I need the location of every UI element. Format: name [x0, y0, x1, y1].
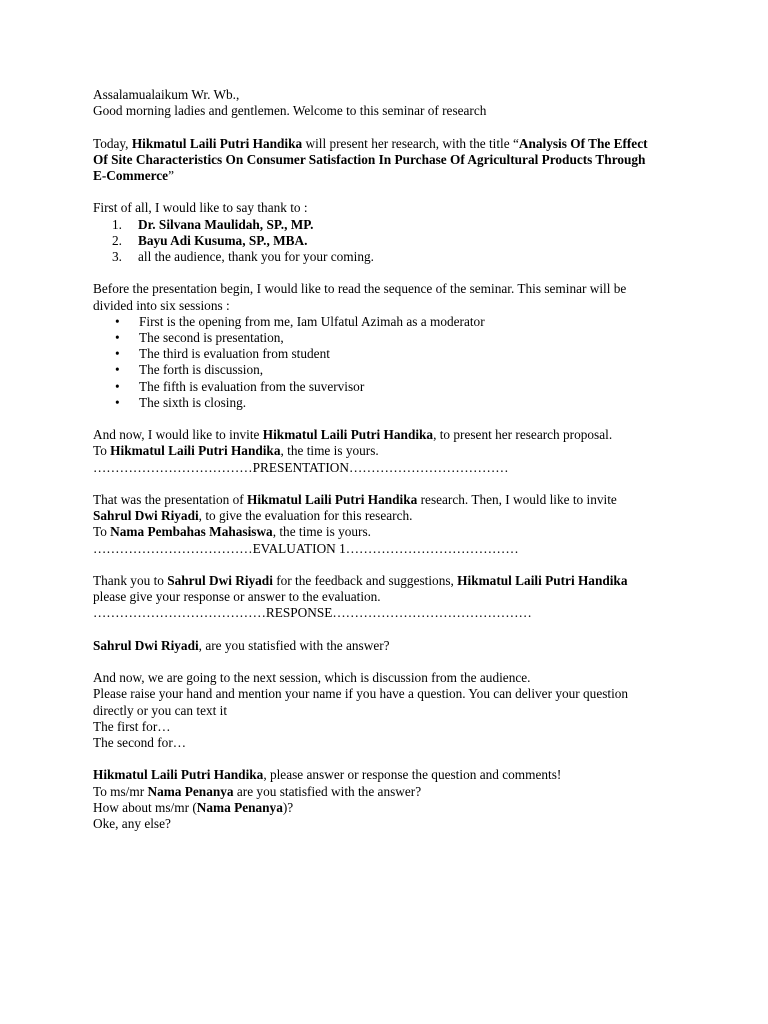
document-page	[93, 87, 693, 832]
thanks-item-number: 2.	[112, 232, 122, 248]
student-reviewer-name: Nama Pembahas Mahasiswa	[110, 524, 273, 540]
questioner-name: Nama Penanya	[147, 783, 234, 799]
greeting-line-1: Assalamualaikum Wr. Wb.,	[93, 87, 240, 102]
evaluation-line-2	[93, 508, 693, 524]
evaluator-name: Sahrul Dwi Riyadi	[93, 637, 199, 653]
intro-line-2	[93, 152, 693, 168]
evaluation-divider: ………………………………EVALUATION 1…………………………………	[93, 540, 519, 556]
presentation-divider: ………………………………PRESENTATION………………………………	[93, 459, 509, 475]
thanks-item-number: 3.	[112, 249, 122, 264]
evaluation-to-suffix: , the time is yours.	[272, 524, 371, 540]
discussion-line-2: Please raise your hand and mention your name if you have a question. You can deliver your question	[93, 686, 629, 702]
research-title-part-3: E-Commerce	[93, 168, 169, 183]
presenter-name: Hikmatul Laili Putri Handika	[110, 443, 281, 459]
closing-line-2	[93, 784, 693, 800]
satisfied-line	[93, 638, 693, 654]
presenter-name: Hikmatul Laili Putri Handika	[93, 767, 264, 783]
session-item	[93, 395, 693, 411]
thanks-item	[93, 249, 693, 265]
response-middle: for the feedback and suggestions,	[272, 573, 458, 588]
greeting-line-2: Good morning ladies and gentlemen. Welcome to this seminar of research	[93, 103, 487, 119]
closing-suffix: , please answer or response the question and comments!	[263, 767, 562, 783]
response-line-1	[93, 573, 693, 589]
sequence-line-1: Before the presentation begin, I would like to read the sequence of the seminar. This seminar will be	[93, 281, 627, 297]
bullet-icon: •	[115, 330, 120, 345]
thanks-heading: First of all, I would like to say thank to :	[93, 200, 308, 216]
evaluation-line-1	[93, 492, 693, 508]
response-divider: …………………………………RESPONSE………………………………………	[93, 605, 532, 621]
invite-line-2	[93, 443, 693, 459]
closing-q2-suffix: )?	[282, 799, 294, 815]
evaluator-name: Sahrul Dwi Riyadi	[167, 573, 273, 588]
response-line-2: please give your response or answer to the evaluation.	[93, 589, 381, 605]
closing-q2-prefix: How about ms/mr (	[93, 799, 197, 815]
session-item	[93, 346, 693, 362]
evaluation-line-3	[93, 524, 693, 540]
intro-prefix: Today,	[93, 135, 132, 151]
invite-suffix: , to present her research proposal.	[433, 427, 613, 443]
intro-suffix: ”	[168, 168, 174, 183]
invite-line-1	[93, 427, 693, 443]
session-item	[93, 379, 693, 395]
session-text: The second is presentation,	[139, 330, 284, 345]
session-item	[93, 362, 693, 378]
research-title-part-1: Analysis Of The Effect	[518, 135, 648, 151]
thanks-item-text: all the audience, thank you for your coming.	[138, 249, 374, 264]
evaluation-to-prefix: To	[93, 524, 111, 540]
intro-middle: will present her research, with the title “	[302, 135, 519, 151]
evaluator-name: Sahrul Dwi Riyadi	[93, 508, 199, 524]
presenter-name: Hikmatul Laili Putri Handika	[262, 427, 434, 443]
discussion-line-4: The first for…	[93, 718, 171, 734]
session-text: The sixth is closing.	[139, 394, 247, 410]
bullet-icon: •	[115, 394, 120, 410]
bullet-icon: •	[115, 378, 120, 394]
session-text: The forth is discussion,	[139, 362, 264, 378]
response-prefix: Thank you to	[93, 573, 168, 588]
presenter-name: Hikmatul Laili Putri Handika	[131, 135, 303, 151]
closing-q1-prefix: To ms/mr	[93, 783, 148, 799]
session-item	[93, 330, 693, 346]
questioner-name: Nama Penanya	[196, 799, 283, 815]
closing-q1-suffix: are you statisfied with the answer?	[233, 783, 422, 799]
invite-to-prefix: To	[93, 443, 111, 459]
thanks-list	[93, 217, 693, 266]
discussion-line-3: directly or you can text it	[93, 702, 228, 718]
evaluation-suffix: , to give the evaluation for this research.	[198, 508, 413, 524]
evaluation-prefix: That was the presentation of	[93, 492, 247, 507]
session-text: The third is evaluation from student	[139, 346, 330, 362]
research-title-part-2: Of Site Characteristics On Consumer Satisfaction In Purchase Of Agricultural Products Through	[93, 151, 646, 167]
discussion-line-1: And now, we are going to the next session, which is discussion from the audience.	[93, 670, 531, 686]
invite-prefix: And now, I would like to invite	[93, 427, 263, 443]
evaluation-middle: research. Then, I would like to invite	[417, 492, 617, 507]
thanks-item-number: 1.	[112, 216, 122, 232]
thanks-item-text: Bayu Adi Kusuma, SP., MBA.	[138, 232, 308, 248]
bullet-icon: •	[115, 362, 120, 378]
intro-line-3	[93, 168, 693, 184]
discussion-line-5: The second for…	[93, 735, 187, 750]
satisfied-suffix: , are you statisfied with the answer?	[198, 637, 390, 653]
session-text: The fifth is evaluation from the suvervisor	[139, 378, 365, 394]
thanks-item-text: Dr. Silvana Maulidah, SP., MP.	[138, 216, 314, 232]
thanks-item	[93, 217, 693, 233]
closing-line-4: Oke, any else?	[93, 816, 171, 831]
presenter-name: Hikmatul Laili Putri Handika	[457, 573, 628, 588]
sequence-line-2: divided into six sessions :	[93, 297, 230, 313]
session-item	[93, 314, 693, 330]
invite-to-suffix: , the time is yours.	[280, 443, 379, 459]
sessions-list	[93, 314, 693, 411]
bullet-icon: •	[115, 313, 120, 329]
presenter-name: Hikmatul Laili Putri Handika	[246, 492, 418, 507]
closing-line-1	[93, 767, 693, 783]
closing-line-3	[93, 800, 693, 816]
thanks-item	[93, 233, 693, 249]
session-text: First is the opening from me, Iam Ulfatul Azimah as a moderator	[139, 313, 485, 329]
intro-line-1	[93, 136, 693, 152]
bullet-icon: •	[115, 346, 120, 362]
